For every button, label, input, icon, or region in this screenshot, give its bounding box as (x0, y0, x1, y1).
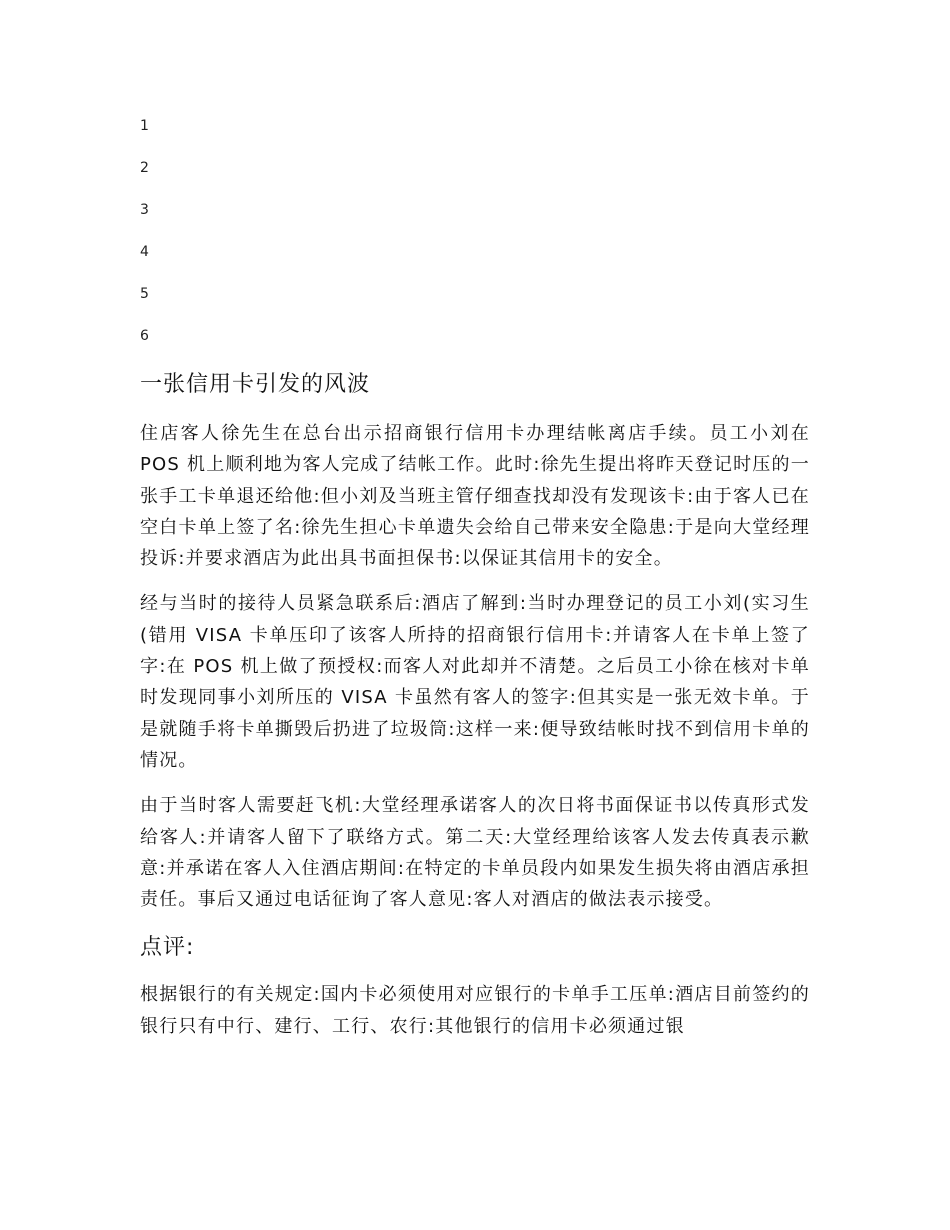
body-paragraph-2: 经与当时的接待人员紧急联系后:酒店了解到:当时办理登记的员工小刘(实习生(错用 VISA 卡单压印了该客人所持的招商银行信用卡:并请客人在卡单上签了字:在 POS 机上做了预授权:而客人对此却并不清楚。之后员工小徐在核对卡单时发现同事小刘所压的 VISA 卡虽然有客人的签字:但其实是一张无效卡单。于是就随手将卡单撕毁后扔进了垃圾筒:这样一来:便导致结帐时找不到信用卡单的情况。 (140, 593, 810, 771)
line-number: 1 (140, 118, 149, 134)
document-title: 一张信用卡引发的风波 (140, 372, 371, 397)
line-number: 5 (140, 286, 149, 302)
document-body (140, 366, 810, 1056)
line-number-list (140, 116, 149, 368)
body-paragraph-3: 由于当时客人需要赶飞机:大堂经理承诺客人的次日将书面保证书以传真形式发给客人:并请客人留下了联络方式。第二天:大堂经理给该客人发去传真表示歉意:并承诺在客人入住酒店期间:在特定的卡单员段内如果发生损失将由酒店承担责任。事后又通过电话征询了客人意见:客人对酒店的做法表示接受。 (140, 795, 810, 911)
review-paragraph: 根据银行的有关规定:国内卡必须使用对应银行的卡单手工压单:酒店目前签约的银行只有中行、建行、工行、农行:其他银行的信用卡必须通过银 (140, 984, 810, 1037)
line-number: 2 (140, 160, 149, 176)
review-heading: 点评: (140, 935, 195, 961)
line-number: 4 (140, 244, 149, 260)
body-paragraph-1: 住店客人徐先生在总台出示招商银行信用卡办理结帐离店手续。员工小刘在 POS 机上顺利地为客人完成了结帐工作。此时:徐先生提出将昨天登记时压的一张手工卡单退还给他:但小刘及当班主管仔细查找却没有发现该卡:由于客人已在空白卡单上签了名:徐先生担心卡单遗失会给自己带来安全隐患:于是向大堂经理投诉:并要求酒店为此出具书面担保书:以保证其信用卡的安全。 (140, 423, 810, 570)
line-number: 3 (140, 202, 149, 218)
line-number: 6 (140, 328, 149, 344)
